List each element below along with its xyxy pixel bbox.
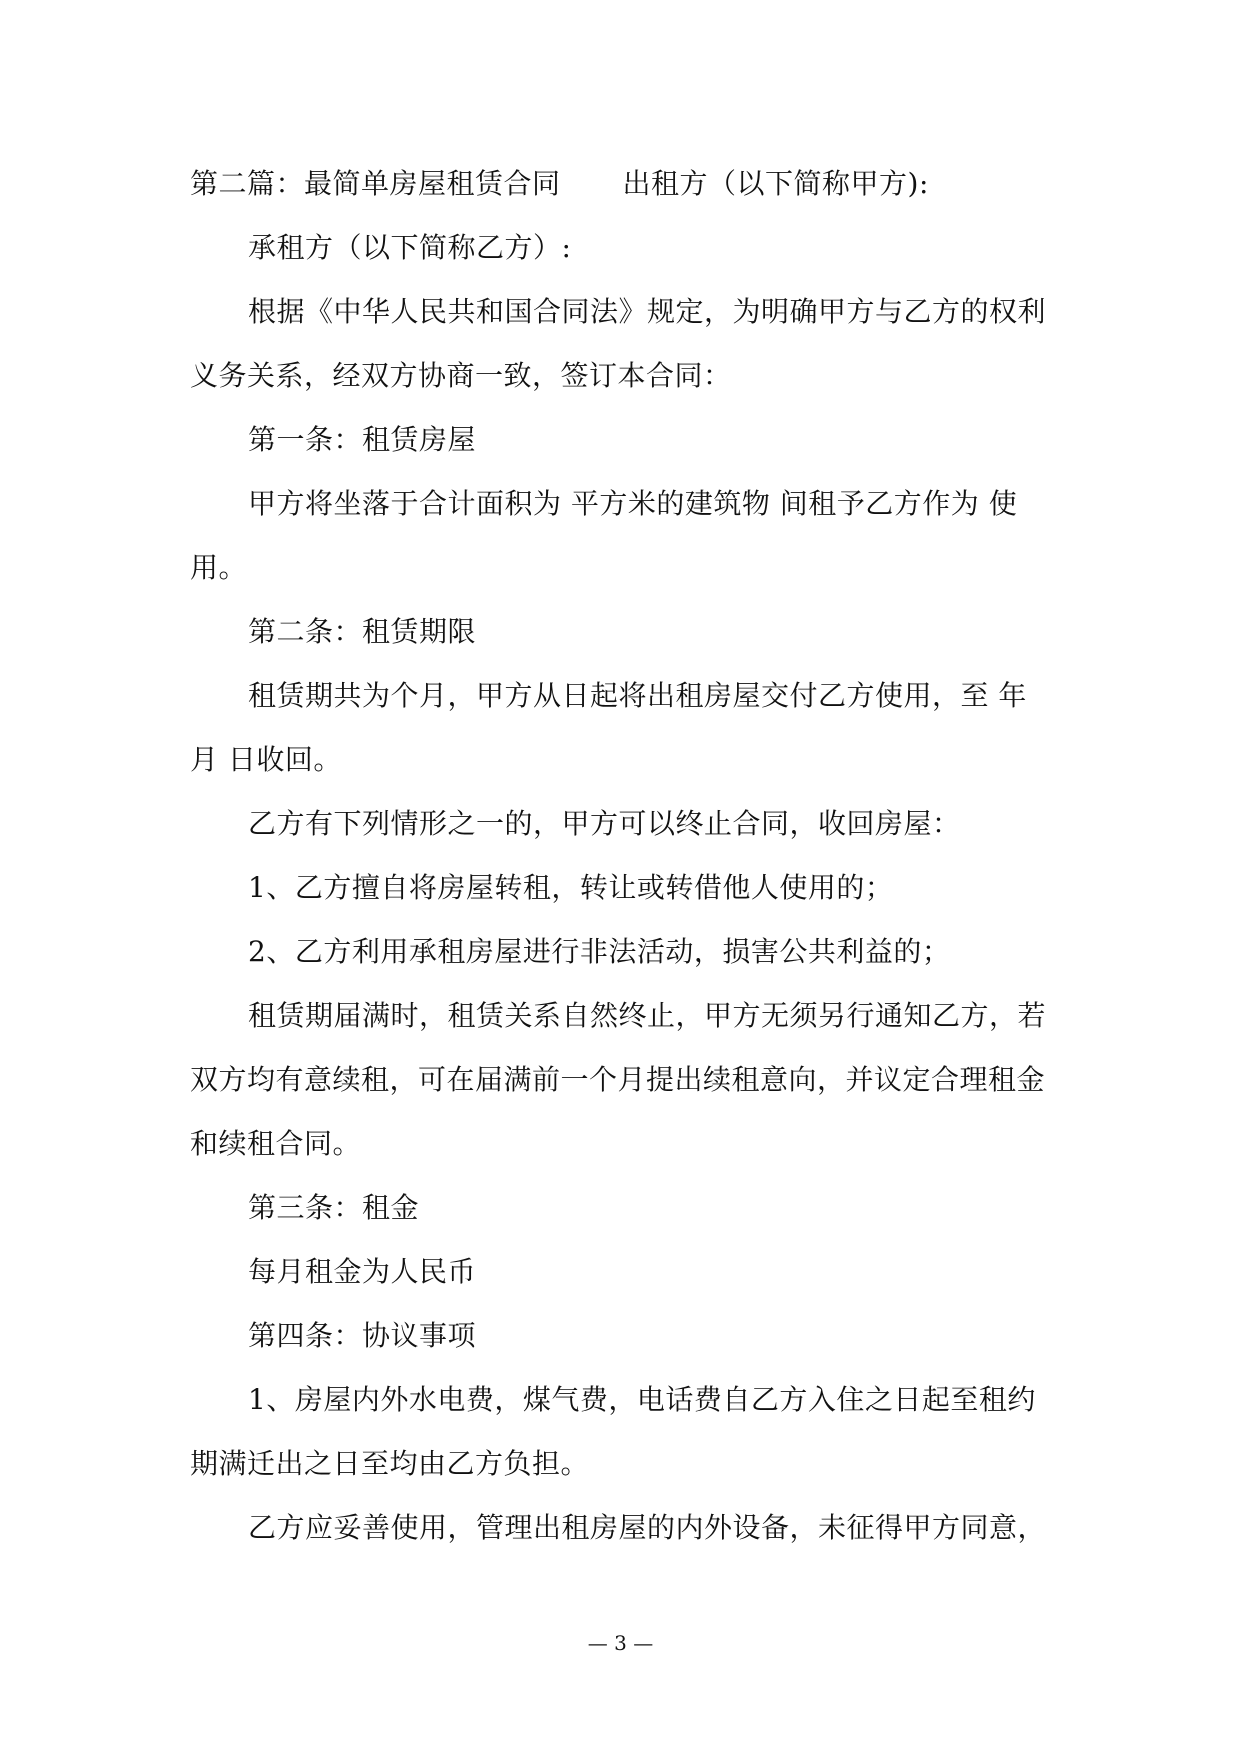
paragraph-line: 和续租合同。 [190,1127,362,1160]
list-item: 1、房屋内外水电费，煤气费，电话费自乙方入住之日起至租约 [248,1383,1036,1416]
document-title: 第二篇：最简单房屋租赁合同 [190,167,561,200]
paragraph-line: 双方均有意续租，可在届满前一个月提出续租意向，并议定合理租金 [190,1063,1046,1096]
paragraph-line: 乙方有下列情形之一的，甲方可以终止合同，收回房屋： [248,807,961,840]
paragraph-line: 租赁期届满时，租赁关系自然终止，甲方无须另行通知乙方，若 [248,999,1047,1032]
paragraph-line: 乙方应妥善使用，管理出租房屋的内外设备，未征得甲方同意， [248,1511,1047,1544]
heading-line [190,162,929,206]
paragraph-line: 根据《中华人民共和国合同法》规定，为明确甲方与乙方的权利 [248,295,1047,328]
list-item: 1、乙方擅自将房屋转租，转让或转借他人使用的； [248,871,894,904]
lessor-label: 出租方（以下简称甲方): [622,167,929,200]
paragraph-line: 月 日收回。 [190,743,342,776]
paragraph-line: 用。 [190,551,248,584]
article-heading: 第一条：租赁房屋 [248,423,477,456]
lessee-label: 承租方（以下简称乙方）: [248,231,572,264]
paragraph-line: 租赁期共为个月，甲方从日起将出租房屋交付乙方使用，至 年 [248,679,1027,712]
list-item: 2、乙方利用承租房屋进行非法活动，损害公共利益的； [248,935,951,968]
page-number: — 3 — [587,1631,654,1655]
paragraph-line: 期满迁出之日至均由乙方负担。 [190,1447,590,1480]
article-heading: 第二条：租赁期限 [248,615,477,648]
paragraph-line: 每月租金为人民币 [248,1255,477,1288]
article-heading: 第四条：协议事项 [248,1319,477,1352]
paragraph-line: 甲方将坐落于合计面积为 平方米的建筑物 间租予乙方作为 使 [248,487,1018,520]
paragraph-line: 义务关系，经双方协商一致，签订本合同： [190,359,732,392]
article-heading: 第三条：租金 [248,1191,420,1224]
